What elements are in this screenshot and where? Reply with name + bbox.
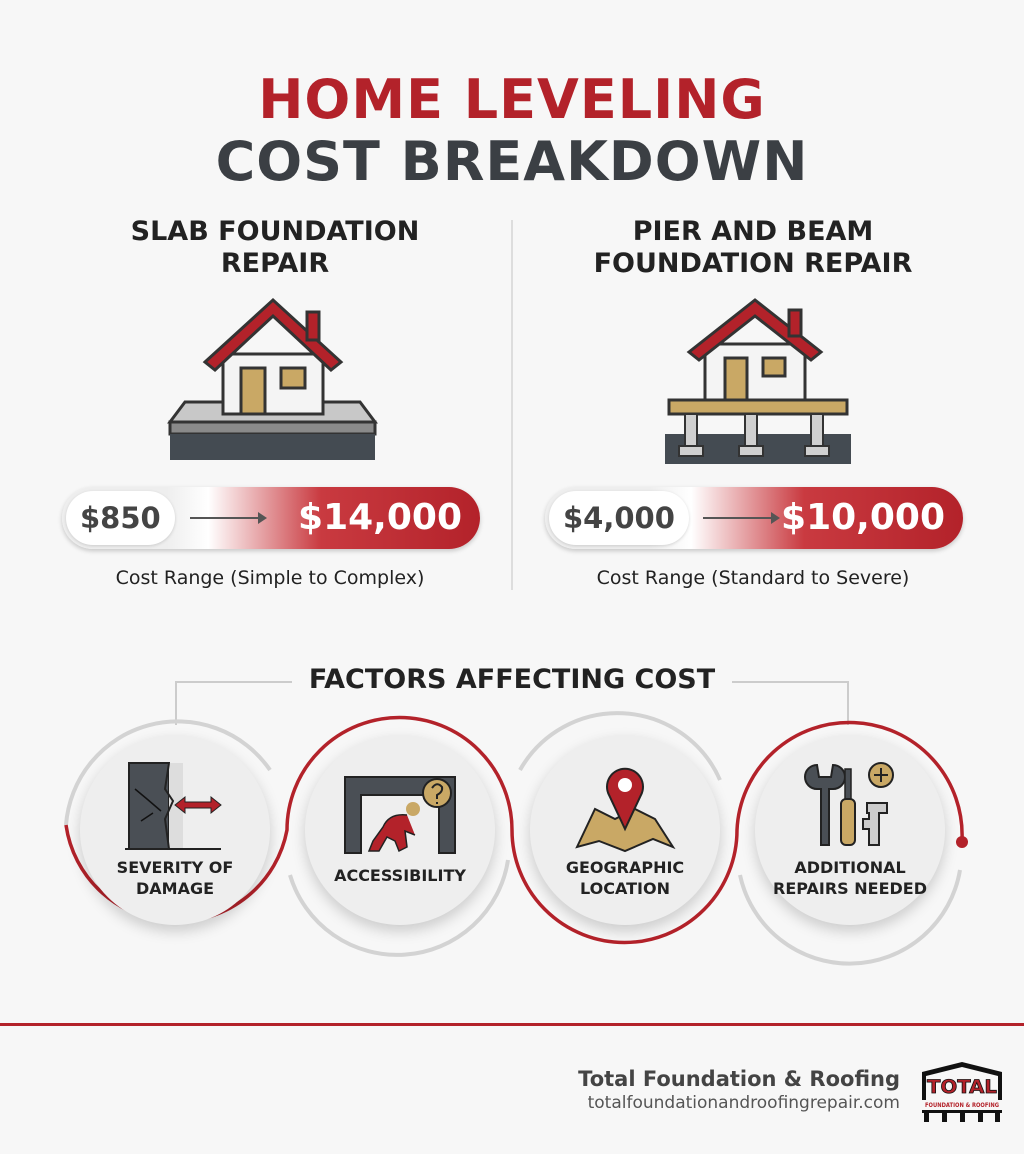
footer-divider <box>0 1023 1024 1026</box>
slab-heading <box>55 216 495 280</box>
map-pin-icon <box>575 759 675 854</box>
factor-label-line1: SEVERITY OF <box>116 858 234 877</box>
slab-cost-high: $14,000 <box>298 497 462 538</box>
factors-heading: FACTORS AFFECTING COST <box>308 664 716 695</box>
column-divider <box>511 220 513 590</box>
company-name: Total Foundation & Roofing <box>578 1067 900 1091</box>
slab-heading-line2: REPAIR <box>220 248 330 279</box>
slab-cost-low: $850 <box>66 491 175 545</box>
pier-heading <box>533 216 973 280</box>
slab-cost-range-bar <box>62 487 480 549</box>
pier-heading-line2: FOUNDATION REPAIR <box>593 248 913 279</box>
factor-label-line2: REPAIRS NEEDED <box>773 879 927 898</box>
svg-text:FOUNDATION & ROOFING: FOUNDATION & ROOFING <box>925 1101 999 1109</box>
tools-icon <box>803 759 903 854</box>
company-logo <box>920 1060 1004 1124</box>
slab-house-icon <box>165 292 380 462</box>
factor-label-line1: ADDITIONAL <box>794 858 906 877</box>
pier-caption: Cost Range (Standard to Severe) <box>596 567 910 589</box>
company-url[interactable]: totalfoundationandroofingrepair.com <box>587 1093 900 1113</box>
factor-label-line2: LOCATION <box>580 879 670 898</box>
factor-label-line1: ACCESSIBILITY <box>334 866 466 885</box>
slab-heading-line1: SLAB FOUNDATION <box>130 216 420 247</box>
factor-geographic-location <box>530 735 720 925</box>
factor-label-line1: GEOGRAPHIC <box>565 858 685 877</box>
title-line-1: HOME LEVELING <box>258 68 766 131</box>
cracked-wall-icon <box>125 759 225 854</box>
pier-cost-high: $10,000 <box>781 497 945 538</box>
factor-accessibility <box>305 735 495 925</box>
pier-heading-line1: PIER AND BEAM <box>632 216 874 247</box>
factor-additional-repairs <box>755 735 945 925</box>
slab-caption: Cost Range (Simple to Complex) <box>115 567 425 589</box>
crawlspace-icon <box>343 775 458 855</box>
pier-beam-house-icon <box>665 296 855 466</box>
title-line-2: COST BREAKDOWN <box>215 130 809 193</box>
pier-cost-range-bar <box>545 487 963 549</box>
svg-text:TOTAL: TOTAL <box>927 1076 997 1098</box>
arrow-right-icon <box>703 517 778 519</box>
arrow-right-icon <box>190 517 265 519</box>
pier-cost-low: $4,000 <box>549 491 689 545</box>
factor-label-line2: DAMAGE <box>135 879 215 898</box>
footer-brand <box>578 1066 900 1114</box>
factor-severity-of-damage <box>80 735 270 925</box>
